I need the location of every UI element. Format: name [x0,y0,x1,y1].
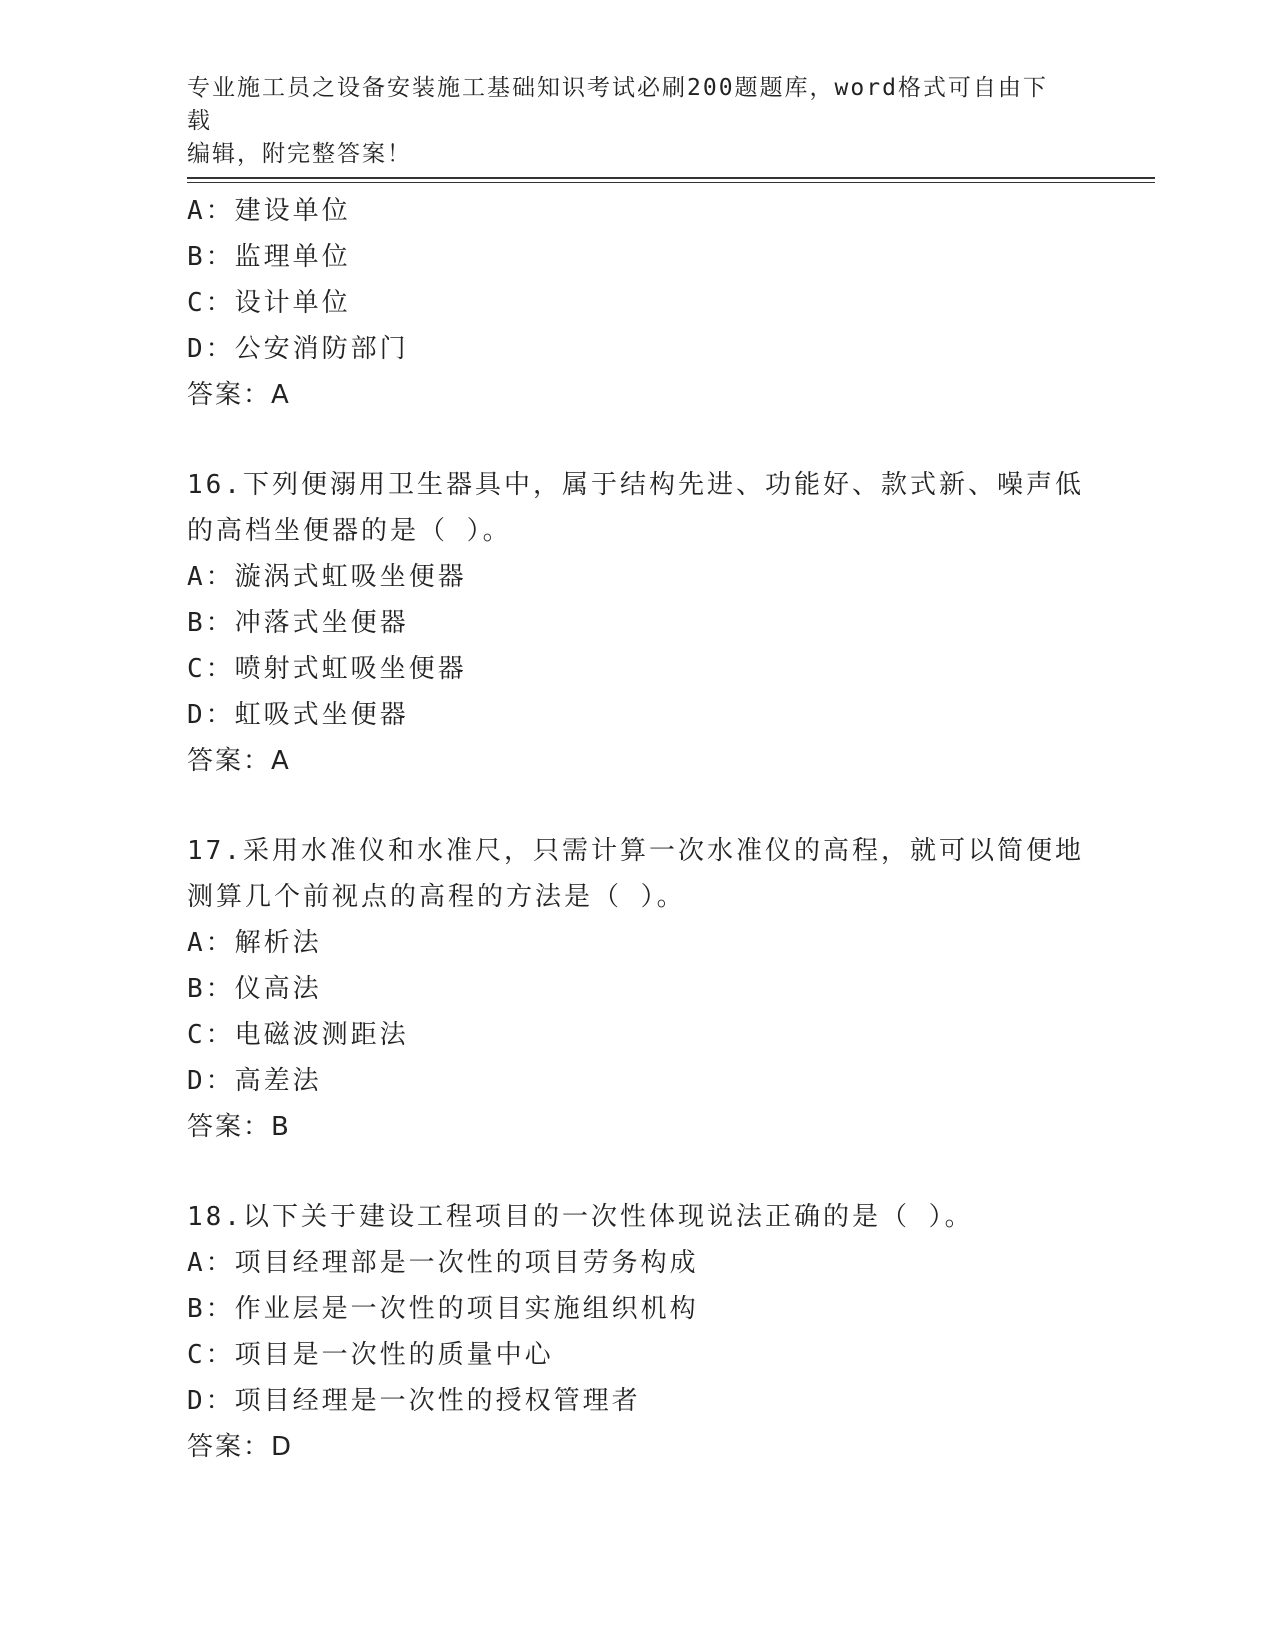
header-line-2: 编辑，附完整答案！ [187,141,412,167]
option-d: D：虹吸式坐便器 [187,700,409,730]
question-block-16 [187,462,1107,784]
option-a: A：项目经理部是一次性的项目劳务构成 [187,1248,699,1278]
answer-line: 答案：A [187,746,291,776]
option-a: A：漩涡式虹吸坐便器 [187,562,467,592]
option-d: D：项目经理是一次性的授权管理者 [187,1386,641,1416]
question-text-line: 16.下列便溺用卫生器具中，属于结构先进、功能好、款式新、噪声低 [187,470,1084,500]
option-c: C：电磁波测距法 [187,1020,409,1050]
option-b: B：监理单位 [187,242,351,272]
option-b: B：作业层是一次性的项目实施组织机构 [187,1294,699,1324]
option-d: D：公安消防部门 [187,334,409,364]
header-line-1: 专业施工员之设备安装施工基础知识考试必刷200题题库，word格式可自由下载 [187,75,1048,134]
document-header [187,72,1067,171]
question-block-15 [187,188,1107,418]
option-c: C：喷射式虹吸坐便器 [187,654,467,684]
header-divider-thin [187,182,1155,183]
option-a: A：解析法 [187,928,322,958]
question-block-17 [187,828,1107,1150]
question-list [187,188,1107,1470]
option-b: B：仪高法 [187,974,322,1004]
question-text-line: 测算几个前视点的高程的方法是（ ）。 [187,882,686,912]
question-block-18 [187,1194,1107,1470]
answer-line: 答案：A [187,380,291,410]
answer-line: 答案：B [187,1112,291,1142]
header-divider-thick [187,177,1155,179]
question-text-line: 18.以下关于建设工程项目的一次性体现说法正确的是（ ）。 [187,1202,974,1232]
question-text-line: 17.采用水准仪和水准尺，只需计算一次水准仪的高程，就可以简便地 [187,836,1084,866]
question-text-line: 的高档坐便器的是（ ）。 [187,516,512,546]
option-d: D：高差法 [187,1066,322,1096]
option-a: A：建设单位 [187,196,351,226]
answer-line: 答案：D [187,1432,294,1462]
option-b: B：冲落式坐便器 [187,608,409,638]
option-c: C：项目是一次性的质量中心 [187,1340,554,1370]
option-c: C：设计单位 [187,288,351,318]
